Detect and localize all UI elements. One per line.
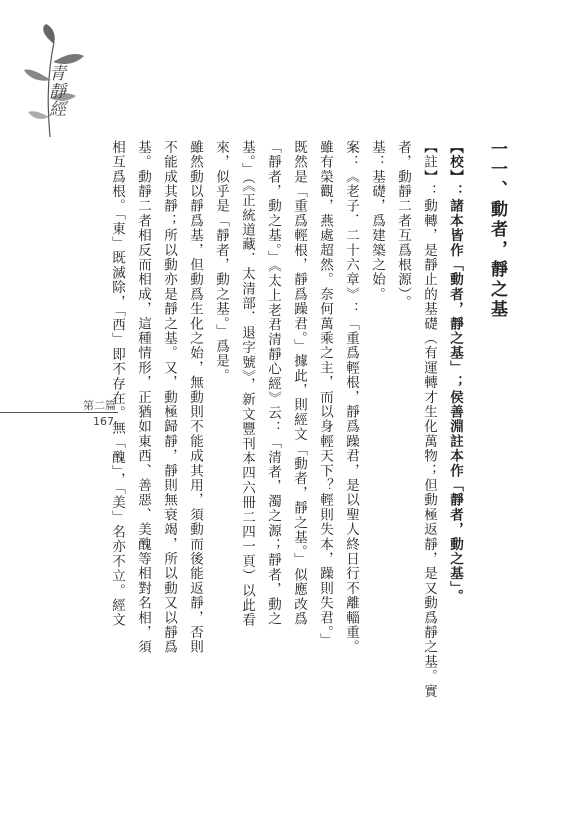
text-line: 基：基礎，爲建築之始。 [369,140,385,302]
text-line: 基。動靜二者相反而相成，這種情形，正猶如東西、善惡、美醜等相對名相，須 [135,140,151,655]
text-line: 雖然動以靜爲基，但動爲生化之始，無動則不能成其用，須動而後能返靜，否則 [187,140,203,655]
text-line: 者，動靜二者互爲根源）。 [395,140,411,310]
text-line: 相互爲根。「東」既滅除，「西」即不存在。無「醜」，「美」名亦不立。經文 [109,140,125,628]
text-line: 基。」（《正統道藏．太清部．退字號》，新文豐刊本四六冊二四一頁）以此看 [239,140,255,628]
text-line: 不能成其靜；所以動亦是靜之基。又，動極歸靜，靜則無衰竭，所以動又以靜爲 [161,140,177,655]
book-title: 青靜經 [45,64,65,118]
text-line: 既然是「重爲輕根，靜爲躁君。」據此，則經文「動者，靜之基。」似應改爲 [291,140,307,627]
collation-note: 【校】：諸本皆作「動者，靜之基」；侯善淵註本作「靜者，動之基」。 [447,140,463,604]
text-line: 雖有榮觀，燕處超然。奈何萬乘之主，而以身輕天下？輕則失本，躁則失君。」 [317,140,333,648]
text-line: 「靜者，動之基。」《太上老君清靜心經》云：「清者，濁之源；靜者，動之 [265,140,281,627]
annotation-note: 【註】：動轉，是靜止的基礎（有運轉才生化萬物；但動極返靜，是又動爲靜之基。實 [421,140,437,699]
text-line: 案：《老子．二十六章》：「重爲輕根，靜爲躁君，是以聖人終日行不離輜重。 [343,140,359,655]
body-text [104,140,510,745]
part-label: 第二篇 [83,399,116,412]
text-line: 來，似乎是「靜者，動之基。」爲是。 [213,140,229,384]
page-number: 167 [93,415,114,428]
section-title: 一一、動者，靜之基 [487,140,507,320]
